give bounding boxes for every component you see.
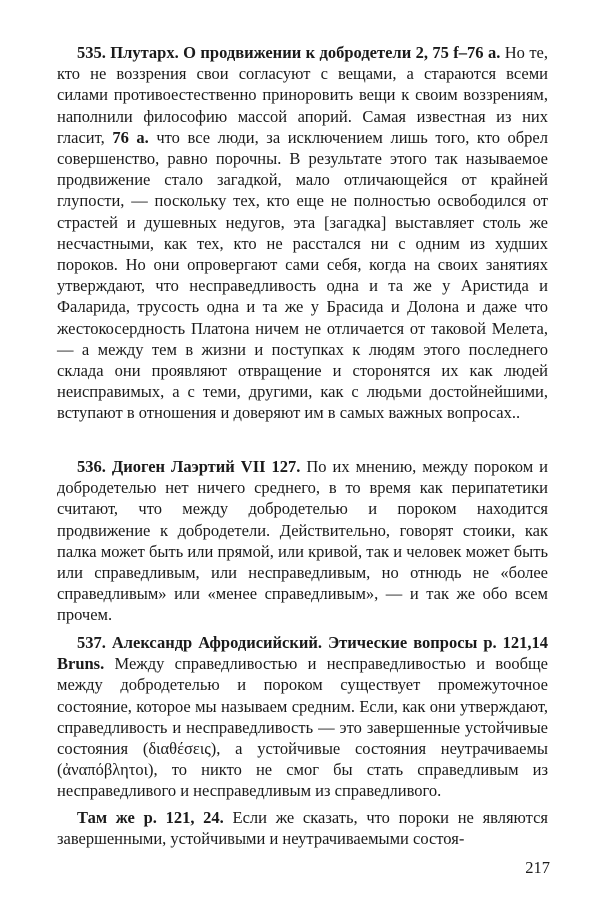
fragment-536-heading: 536. Диоген Лаэртий VII 127. [77,457,301,476]
fragment-537 [57,632,548,802]
fragment-535-inline-ref: 76 a. [112,127,149,147]
fragment-tam-body: Если же сказать, что пороки не являются завершенными, устойчивыми и неутрачиваемыми состоя- [57,808,548,849]
fragment-tam-heading: Там же p. 121, 24. [77,808,224,827]
fragment-tam [57,807,548,849]
fragment-536 [57,456,548,626]
fragment-537-body: Между справедливостью и несправедливостью и вообще между добродетелью и пороком существует промежуточное состояние, которое мы называем средним. Если, как они утверждают, справедливость и несправедливость — это завершенные устойчивые состояния (διαθέσεις), а устойчивые состояния неутрачиваемы (ἀναπόβλητοι), то никто не смог бы стать справедливым из несправедливого и несправедливым из справедливого. [57,654,548,801]
page-number: 217 [525,858,550,877]
fragment-535-body-after: что все люди, за исключением лишь того, кто обрел совершенство, равно порочны. В результате этого так называемое продвижение стало загадкой, мало отличающейся от крайней глупости, — поскольку тех, кто еще не полностью освободился от страстей и душевных недугов, эта [загадка] выставляет столь же несчастными, как тех, кто не расстался ни с одним из худших пороков. Но они опровергают сами себя, когда на своих занятиях утверждают, что несправедливость одна и та же у Аристида и Фаларида, трусость одна и та же у Брасида и Долона и даже что жестокосердность Платона ничем не отличается от таковой Мелета, — а между тем в жизни и поступках к людям этого последнего склада они проявляют отвращение и сторонятся их как людей неисправимых, а с теми, другими, как с людьми достойнейшими, вступают в отношения и доверяют им в самых важных вопросах.. [57,127,548,423]
fragment-536-body: По их мнению, между пороком и добродетелью нет ничего среднего, в то время как перипатетики считают, что между добродетелью и пороком находится продвижение к добродетели. Действительно, говорят стоики, как палка может быть или прямой, или кривой, так и человек может быть или справедливым, или несправедливым, но отнюдь не «более справедливым» или «менее справедливым», — и так же обо всем прочем. [57,457,548,625]
fragment-537-heading: 537. Александр Афродисийский. Этические вопросы p. 121,14 Bruns. [57,633,548,674]
fragment-535 [57,42,548,424]
fragment-535-heading: 535. Плутарх. О продвижении к добродетели 2, 75 f–76 a. [77,43,501,62]
fragment-535-body-before: Но те, кто не воззрения свои согласуют с вещами, а стараются всеми силами противоестественно приноровить вещи к своим воззрениям, наполнили философию массой апорий. Самая известная из них гласит, [57,43,548,147]
